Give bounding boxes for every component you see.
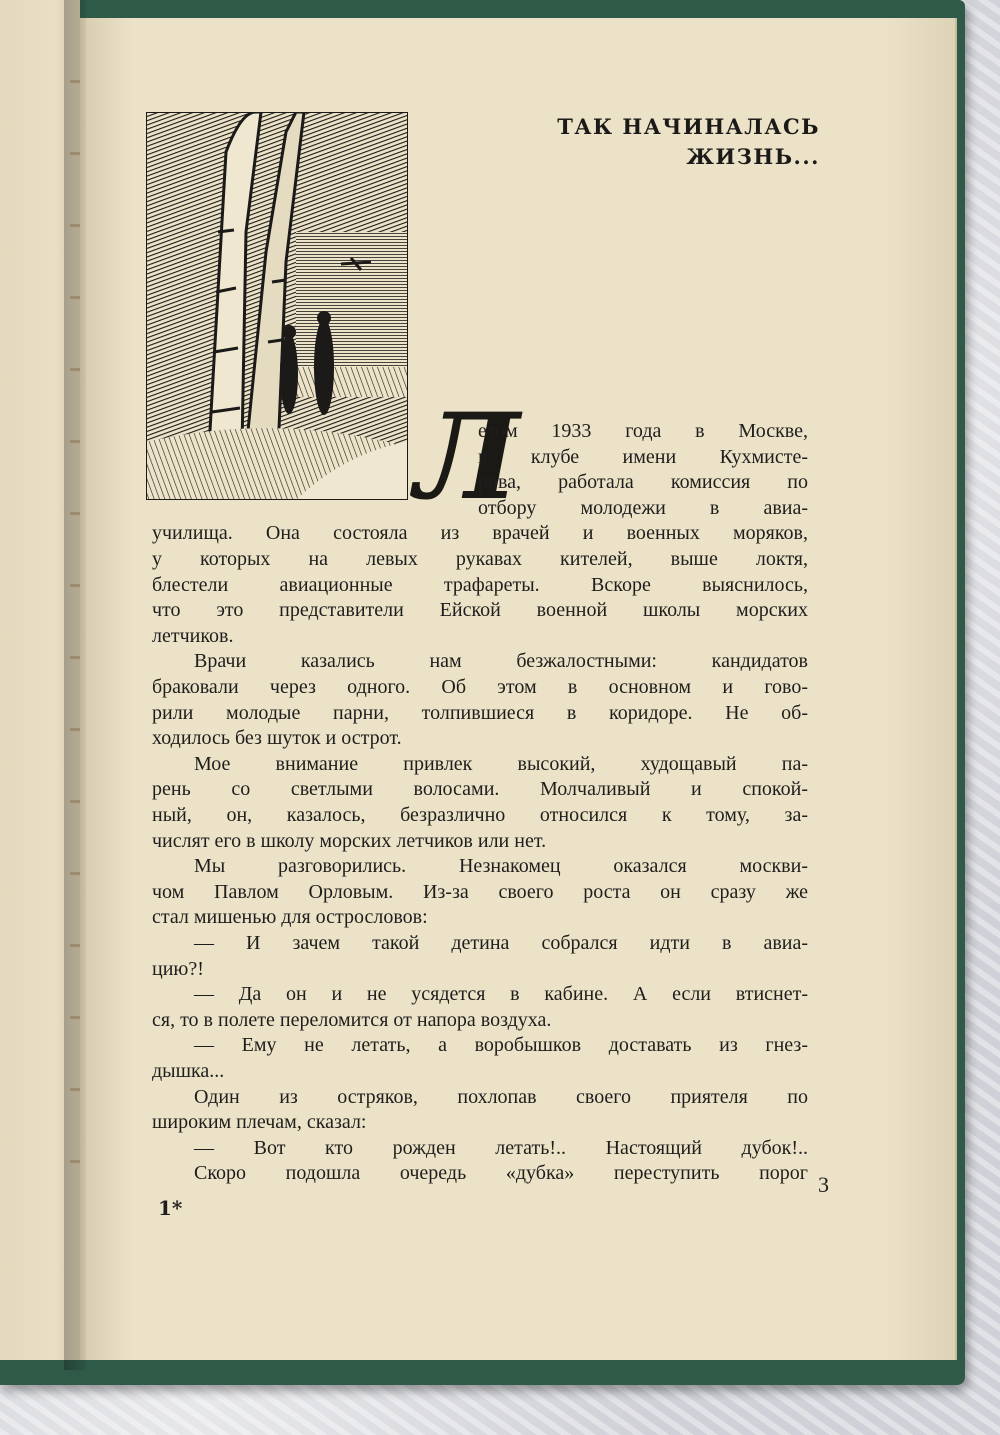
text-line: числят его в школу морских летчиков или нет. (152, 829, 547, 852)
text-line: Мое внимание привлек высокий, худощавый па- (194, 752, 808, 775)
text-line: широким плечам, сказал: (152, 1111, 367, 1134)
text-line: ся, то в полете переломится от напора воздуха. (152, 1008, 552, 1031)
text-line: ходилось без шуток и острот. (152, 727, 402, 750)
text-line: Один из остряков, похлопав своего приятеля по (194, 1085, 808, 1108)
text-line: чом Павлом Орловым. Из-за своего роста он сразу же (152, 880, 808, 903)
text-line: Врачи казались нам безжалостными: кандидатов (194, 650, 808, 673)
text-line: отбору молодежи в авиа- (478, 496, 808, 519)
signature-mark: 1* (158, 1196, 183, 1220)
text-line: что это представители Ейской военной школы морских (152, 599, 808, 622)
page-number: 3 (818, 1172, 829, 1197)
drop-cap: Л (415, 387, 520, 526)
chapter-heading (557, 112, 820, 172)
text-line: рень со светлыми волосами. Молчаливый и спокой- (152, 778, 808, 801)
figure-2-head (317, 311, 331, 325)
figure-2 (314, 319, 334, 415)
woodcut-illustration (146, 112, 408, 500)
text-line: — Вот кто рожден летать!.. Настоящий дубок!.. (194, 1136, 808, 1159)
text-line: — И зачем такой детина собрался идти в авиа- (194, 932, 808, 954)
text-line: ный, он, казалось, безразлично относился к тому, за- (152, 804, 808, 826)
text-line: у которых на левых рукавах кителей, выше локтя, (152, 548, 808, 570)
text-line: стал мишенью для острословов: (152, 906, 428, 929)
text-line: — Да он и не усядется в кабине. А если втиснет- (194, 983, 808, 1006)
text-line: дышка... (152, 1060, 225, 1082)
sky-area (296, 232, 408, 372)
binding-stitches (70, 80, 80, 1230)
text-line: рова, работала комиссия по (478, 471, 808, 494)
text-line: Скоро подошла очередь «дубка» переступить порог (194, 1162, 808, 1185)
text-line: етом 1933 года в Москве, (478, 420, 808, 442)
text-line: — Ему не летать, а воробышков доставать из гнез- (194, 1034, 808, 1057)
figure-1-head (282, 325, 296, 339)
figure-1 (280, 334, 298, 414)
chapter-heading-line-1: ТАК НАЧИНАЛАСЬ (557, 114, 820, 139)
water-area (286, 367, 408, 397)
text-line: цию?! (152, 957, 204, 980)
text-line: браковали через одного. Об этом в основном и гово- (152, 676, 808, 698)
text-line: рили молодые парни, толпившиеся в коридоре. Не об- (152, 701, 808, 724)
text-line: в клубе имени Кухмисте- (478, 445, 808, 468)
text-line: училища. Она состояла из врачей и военных моряков, (152, 522, 808, 545)
text-line: летчиков. (152, 624, 234, 647)
text-line: Мы разговорились. Незнакомец оказался москви- (194, 855, 808, 878)
chapter-heading-line-2: ЖИЗНЬ... (686, 144, 820, 169)
text-line: блестели авиационные трафареты. Вскоре выяснилось, (152, 573, 808, 596)
